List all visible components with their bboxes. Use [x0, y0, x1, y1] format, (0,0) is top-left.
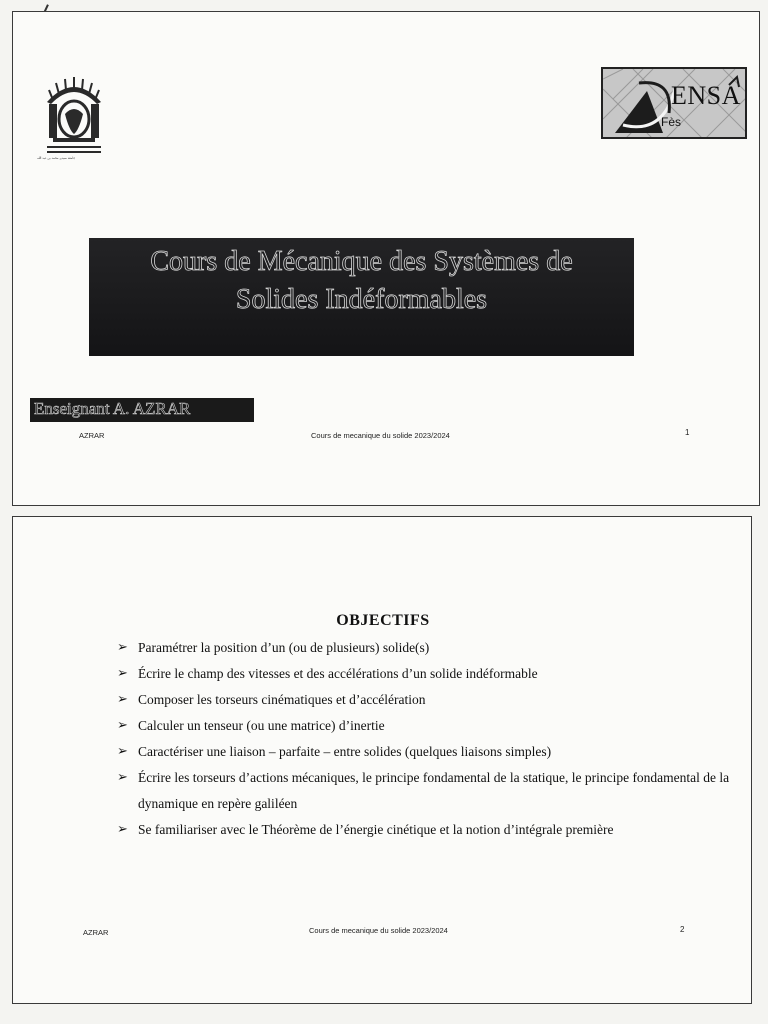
- ensa-fes-logo: [601, 67, 747, 139]
- course-title-banner: [89, 238, 634, 356]
- arrow-bullet-icon: ➢: [117, 770, 128, 785]
- course-title-line-2: Solides Indéformables: [235, 284, 488, 315]
- slide-1: [12, 11, 760, 506]
- objective-text: Paramétrer la position d’un (ou de plusieurs) solide(s): [138, 640, 430, 655]
- list-item: [117, 817, 737, 843]
- teacher-name: Enseignant A. AZRAR: [34, 399, 191, 418]
- objective-text: Calculer un tenseur (ou une matrice) d’inertie: [138, 718, 385, 733]
- fes-label: Fès: [661, 115, 682, 129]
- arrow-bullet-icon: ➢: [117, 640, 128, 655]
- footer-author: AZRAR: [79, 431, 105, 440]
- list-item: [117, 661, 737, 687]
- list-item: [117, 739, 737, 765]
- page-number: 2: [680, 925, 685, 934]
- course-title-line-1: Cours de Mécanique des Systèmes de: [150, 246, 573, 277]
- objective-text: Écrire les torseurs d’actions mécaniques, le principe fondamental de la statique, le principe fondamental de la dynamique en repère galiléen: [138, 770, 730, 811]
- university-logo-icon: [39, 74, 109, 156]
- page-number: 1: [685, 428, 690, 437]
- arrow-bullet-icon: ➢: [117, 822, 128, 837]
- footer-author: AZRAR: [83, 928, 109, 937]
- objective-text: Caractériser une liaison – parfaite – entre solides (quelques liaisons simples): [138, 744, 552, 759]
- arrow-bullet-icon: ➢: [117, 718, 128, 733]
- arrow-bullet-icon: ➢: [117, 744, 128, 759]
- ensa-label: ENSA: [671, 81, 741, 110]
- objective-text: Composer les torseurs cinématiques et d’accélération: [138, 692, 426, 707]
- slide-2: [12, 516, 752, 1004]
- objectives-list: [117, 635, 737, 843]
- teacher-banner: [30, 398, 254, 422]
- footer-course: Cours de mecanique du solide 2023/2024: [309, 926, 448, 935]
- objective-text: Se familiariser avec le Théorème de l’énergie cinétique et la notion d’intégrale première: [138, 822, 614, 837]
- list-item: [117, 713, 737, 739]
- arrow-bullet-icon: ➢: [117, 692, 128, 707]
- arrow-bullet-icon: ➢: [117, 666, 128, 681]
- footer-course: Cours de mecanique du solide 2023/2024: [311, 431, 450, 440]
- logo-caption: جامعة سيدي محمد بن عبد الله: [37, 156, 76, 160]
- objective-text: Écrire le champ des vitesses et des accélérations d’un solide indéformable: [138, 666, 538, 681]
- list-item: [117, 687, 737, 713]
- list-item: [117, 765, 737, 817]
- list-item: [117, 635, 737, 661]
- objectives-heading: OBJECTIFS: [336, 612, 430, 629]
